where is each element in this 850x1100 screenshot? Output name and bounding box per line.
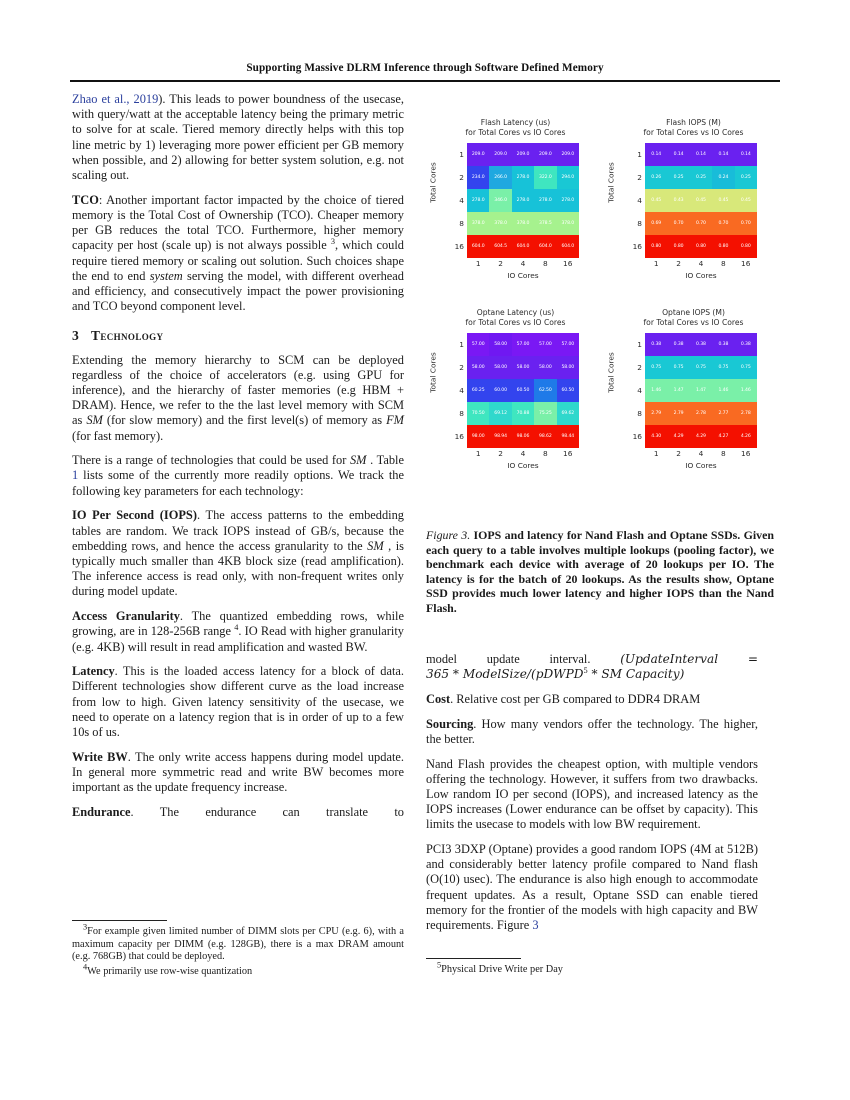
ytick: 8 [637,219,642,228]
panel-optane-latency-xticks [467,449,579,458]
heatmap-cell: 70.88 [512,402,534,425]
heatmap-cell: 0.80 [735,235,757,258]
heatmap-cell: 0.75 [645,356,667,379]
tco-text-b: , which could require tiered memory or scaling out solution. Such choices shape the end to end [72,238,404,283]
ytick: 4 [459,196,464,205]
xtick: 4 [698,259,704,268]
heatmap-cell: 0.80 [667,235,689,258]
heatmap-cell: 1.47 [667,379,689,402]
heatmap-cell: 0.24 [712,166,734,189]
heatmap-cell: 0.38 [667,333,689,356]
heatmap-grid [424,116,774,496]
xtick: 16 [563,449,573,458]
heatmap-row [645,235,757,258]
heatmap-table [645,143,757,258]
heatmap-cell: 70.50 [467,402,489,425]
heatmap-cell: 209.0 [557,143,579,166]
heatmap-cell: 278.0 [512,189,534,212]
heatmap-cell: 0.75 [667,356,689,379]
footnote-4-marker: 4 [83,962,88,972]
heatmap-row [645,379,757,402]
panel-optane-iops-ylabel: Total Cores [606,352,616,393]
heatmap-row [645,189,757,212]
ytick: 8 [459,219,464,228]
heatmap-cell: 0.38 [712,333,734,356]
heatmap-cell: 0.38 [690,333,712,356]
heatmap-cell: 0.38 [735,333,757,356]
heatmap-cell: 0.14 [690,143,712,166]
ytick: 16 [632,242,642,251]
paragraph-lead-sourcing: Sourcing [426,716,474,731]
heatmap-cell: 58.00 [534,356,556,379]
heatmap-cell: 1.46 [735,379,757,402]
iops-text-a: . The access patterns to the embedding tables are random. We track IOPS instead of GB/s, because the embedding rows, and hence the access granularity to the [72,508,404,553]
panel-optane-iops [602,306,777,496]
heatmap-row [467,425,579,448]
xtick: 2 [676,449,681,458]
panel-optane-iops-title [610,308,777,328]
xtick: 16 [741,449,751,458]
heatmap-cell: 234.0 [467,166,489,189]
heatmap-row [645,166,757,189]
heatmap-cell: 0.38 [645,333,667,356]
equals-sign: = [747,652,758,666]
title-line-2: for Total Cores vs IO Cores [465,128,566,137]
latency-text: . This is the loaded access latency for a block of data. Different technologies show different curve as the load increase from low to high. Given latency sensitivity of the usecase, we need to operate on a latency region that is in order of up to a few 10s of us. [72,664,404,740]
update-interval-formula-part1: (UpdateInterval [620,652,719,666]
update-interval-formula-part2: 365 * ModelSize/(pDWPD [426,667,584,682]
heatmap-cell: 0.14 [645,143,667,166]
heatmap-cell: 57.00 [467,333,489,356]
heatmap-cell: 322.0 [534,166,556,189]
sourcing-text: . How many vendors offer the technology. The higher, the better. [426,716,758,746]
heatmap-cell: 378.5 [534,212,556,235]
title-line-2: for Total Cores vs IO Cores [465,318,566,327]
footnote-3-marker: 3 [83,922,88,932]
heatmap-cell: 2.79 [645,402,667,425]
figure-caption-text: IOPS and latency for Nand Flash and Optane SSDs. Given each query to a table involves multiple lookups (pooling factor), we benchmark each device with average of 20 lookups per IO. The latency is for the batch of 20 lookups. As the results show, Optane SSD provides much lower latency and higher IOPS than the Nand Flash. [426,528,774,615]
granularity-text-a: . The quantized embedding rows, while growing, are in 128-256B range [72,609,404,639]
heatmap-cell: 0.75 [690,356,712,379]
ytick: 2 [637,363,642,372]
emph-sm-2: SM [349,453,367,468]
footnote-rule-left [72,920,167,921]
xtick: 16 [741,259,751,268]
ytick: 16 [454,432,464,441]
xtick: 4 [698,449,704,458]
heatmap-cell: 98.44 [557,425,579,448]
ytick: 4 [459,386,464,395]
heatmap-row [467,143,579,166]
paragraph-update-interval [426,652,758,682]
heatmap-table [467,333,579,448]
ytick: 2 [459,173,464,182]
ytick: 16 [632,432,642,441]
title-line-1: Optane IOPS (M) [662,308,725,317]
paragraph-access-granularity [72,609,404,655]
paragraph-tco [72,193,404,315]
panel-optane-iops-xlabel: IO Cores [685,461,717,470]
heatmap-row [467,402,579,425]
emph-sm-1: SM [86,413,103,428]
xtick: 8 [543,259,548,268]
paragraph-write-bw [72,750,404,796]
ytick: 2 [459,363,464,372]
xtick: 1 [475,449,481,458]
panel-optane-latency [424,306,599,496]
paragraph-sourcing [426,717,758,747]
heatmap-table [645,333,757,448]
figure-label: Figure 3. [426,528,471,542]
panel-flash-latency-xticks [467,259,579,268]
left-footnotes [72,916,404,981]
panel-flash-iops-title [610,118,777,138]
panel-flash-latency [424,116,599,306]
cost-text: . Relative cost per GB compared to DDR4 DRAM [450,691,701,706]
scm-text-b: (for slow memory) and the first level(s) of memory as [102,413,387,428]
ytick: 1 [637,150,642,159]
heatmap-cell: 278.0 [534,189,556,212]
heatmap-cell: 2.78 [690,402,712,425]
endurance-text: . The endurance can translate to [130,804,404,819]
panel-flash-latency-xlabel: IO Cores [507,271,539,280]
xtick: 2 [498,259,503,268]
figure-reference-link[interactable]: 3 [532,918,539,933]
footnote-4 [72,962,404,979]
heatmap-cell: 0.45 [712,189,734,212]
paragraph-scm-hierarchy [72,353,404,444]
heatmap-cell: 1.46 [712,379,734,402]
footnote-marker-5[interactable]: 5 [583,666,588,676]
heatmap-cell: 57.00 [534,333,556,356]
xtick: 2 [498,449,503,458]
panel-flash-latency-ylabel: Total Cores [428,162,438,203]
heatmap-cell: 1.46 [645,379,667,402]
citation-link[interactable]: Zhao et al., 2019 [72,92,159,106]
heatmap-cell: 2.79 [667,402,689,425]
panel-flash-iops [602,116,777,306]
paragraph-text: ). This leads to power boundness of the usecase, with query/watt at the acceptable latency being the primary metric to solve for at scale. Tiered memory directly helps with this top line metric by 1) leveraging more power efficient per GB memory when possible, and 2) allowing for better system solution, e.g. not scaling out. [72,92,404,183]
heatmap-cell: 98.06 [512,425,534,448]
heatmap-cell: 2.77 [712,402,734,425]
heatmap-cell: 0.25 [667,166,689,189]
heatmap-cell: 0.70 [735,212,757,235]
heatmap-cell: 60.25 [467,379,489,402]
ytick: 8 [637,409,642,418]
panel-flash-iops-yticks [624,143,642,258]
heatmap-cell: 4.27 [712,425,734,448]
heatmap-row [645,425,757,448]
heatmap-cell: 98.62 [534,425,556,448]
heatmap-cell: 266.0 [489,166,511,189]
range-text-b: . Table [366,453,404,468]
panel-optane-latency-ylabel: Total Cores [428,352,438,393]
title-line-2: for Total Cores vs IO Cores [643,318,744,327]
heatmap-cell: 1.47 [690,379,712,402]
heatmap-row [467,212,579,235]
xtick: 16 [563,259,573,268]
title-line-2: for Total Cores vs IO Cores [643,128,744,137]
footnote-marker-4[interactable]: 4 [234,623,239,633]
paragraph-endurance [72,805,404,820]
section-heading-technology [72,328,404,343]
right-footnotes [426,954,758,979]
heatmap-cell: 0.69 [645,212,667,235]
heatmap-cell: 0.45 [690,189,712,212]
paragraph-lead-tco: TCO [72,192,99,207]
heatmap-cell: 60.50 [512,379,534,402]
section-title: Technology [91,328,164,344]
ytick: 1 [459,340,464,349]
heatmap-cell: 69.62 [557,402,579,425]
heatmap-cell: 278.0 [557,189,579,212]
heatmap-cell: 98.94 [489,425,511,448]
title-line-1: Flash Latency (us) [480,118,551,127]
heatmap-cell: 60.50 [557,379,579,402]
heatmap-cell: 0.25 [690,166,712,189]
xtick: 1 [653,449,659,458]
paragraph-lead-iops: IO Per Second (IOPS) [72,508,197,523]
heatmap-row [645,212,757,235]
heatmap-cell: 0.43 [667,189,689,212]
panel-flash-iops-ylabel: Total Cores [606,162,616,203]
paragraph-iops [72,508,404,599]
title-line-1: Optane Latency (us) [476,308,555,317]
heatmap-cell: 346.0 [489,189,511,212]
panel-optane-latency-cells [467,333,579,448]
range-text-a: There is a range of technologies that could be used for [72,453,350,468]
panel-flash-iops-xlabel: IO Cores [685,271,717,280]
xtick: 2 [676,259,681,268]
panel-flash-latency-yticks [446,143,464,258]
heatmap-cell: 0.14 [712,143,734,166]
xtick: 1 [653,259,659,268]
xtick: 1 [475,259,481,268]
iops-text-b: , is typically much smaller than 4KB block size (read amplification). The inference access is read only, with non-frequent writes only during model update. [72,538,404,599]
heatmap-cell: 378.0 [557,212,579,235]
heatmap-cell: 58.00 [467,356,489,379]
paragraph-lead-latency: Latency [72,664,115,679]
emph-sm-3: SM [367,538,384,553]
heatmap-cell: 209.0 [489,143,511,166]
paragraph-lead-write-bw: Write BW [72,749,128,764]
xtick: 8 [721,449,726,458]
heatmap-cell: 0.26 [645,166,667,189]
scm-text-a: Extending the memory hierarchy to SCM can be deployed regardless of the choice of accelerators (e.g. using GPU for inference), and the hierarchy of faster memories (e.g HBM + DRAM). Hence, we refer to the the last level memory with SCM as [72,352,404,428]
heatmap-cell: 604.0 [467,235,489,258]
heatmap-cell: 57.00 [557,333,579,356]
heatmap-cell: 98.00 [467,425,489,448]
heatmap-row [467,379,579,402]
emph-fm: FM [386,413,404,428]
heatmap-row [467,166,579,189]
heatmap-cell: 0.14 [735,143,757,166]
panel-flash-latency-title [432,118,599,138]
heatmap-row [467,356,579,379]
xtick: 8 [721,259,726,268]
ytick: 2 [637,173,642,182]
xtick: 4 [520,449,526,458]
tco-text-a: : Another important factor impacted by the choice of tiered memory is the Total Cost of Ownership (TCO). Cheaper memory per GB reduces the total TCO. Furthermore, higher memory capacity per host (scale up) is not always possible [72,192,404,253]
heatmap-cell: 2.78 [735,402,757,425]
heatmap-cell: 58.00 [512,356,534,379]
heatmap-cell: 0.25 [735,166,757,189]
footnote-5-marker: 5 [437,960,442,970]
heatmap-cell: 58.00 [489,356,511,379]
update-interval-formula-part3: * SM Capacity) [587,667,685,682]
heatmap-cell: 604.0 [534,235,556,258]
footnote-5 [426,960,758,977]
heatmap-cell: 0.80 [690,235,712,258]
emph-system: system [149,268,183,283]
footnote-5-text: Physical Drive Write per Day [441,964,563,976]
heatmap-cell: 0.45 [645,189,667,212]
tco-text-c: serving the model, with different overhead and efficiency, and consecutively impact the power provisioning and TCO beyond component level. [72,268,404,314]
heatmap-cell: 604.5 [489,235,511,258]
heatmap-cell: 75.25 [534,402,556,425]
figure-3-caption [426,528,774,616]
heatmap-cell: 4.30 [645,425,667,448]
update-interval-text: model update interval. [426,652,591,666]
panel-optane-latency-title [432,308,599,328]
heatmap-cell: 0.70 [690,212,712,235]
xtick: 4 [520,259,526,268]
ytick: 8 [459,409,464,418]
table-reference-link[interactable]: 1 [72,468,79,483]
heatmap-cell: 4.29 [667,425,689,448]
heatmap-row [645,356,757,379]
heatmap-cell: 0.75 [735,356,757,379]
panel-optane-iops-cells [645,333,757,448]
paragraph-lead-endurance: Endurance [72,804,131,819]
heatmap-row [467,189,579,212]
footnote-marker-3[interactable]: 3 [330,237,335,247]
heatmap-cell: 278.0 [512,166,534,189]
paragraph-technologies-range [72,453,404,499]
ytick: 1 [637,340,642,349]
write-bw-text: . The only write access happens during model update. In general more symmetric read and write BW becomes more important as the update frequency increase. [72,749,404,795]
heatmap-cell: 378.0 [467,212,489,235]
granularity-text-b: . IO Read with higher granularity (e.g. 4KB) will result in read amplification and wasted BW. [72,624,404,654]
paragraph-latency [72,664,404,740]
panel-flash-iops-xticks [645,259,757,268]
figure-3 [424,116,774,615]
ytick: 4 [637,196,642,205]
ytick: 16 [454,242,464,251]
panel-flash-iops-cells [645,143,757,258]
heatmap-cell: 0.75 [712,356,734,379]
title-line-1: Flash IOPS (M) [666,118,721,127]
footnote-4-text: We primarily use row-wise quantization [87,965,253,977]
heatmap-cell: 0.14 [667,143,689,166]
heatmap-cell: 58.00 [489,333,511,356]
heatmap-cell: 604.0 [512,235,534,258]
heatmap-cell: 69.12 [489,402,511,425]
footnote-rule-right [426,958,521,959]
panel-optane-iops-xticks [645,449,757,458]
footnote-3 [72,922,404,964]
heatmap-row [645,143,757,166]
heatmap-table [467,143,579,258]
ytick: 4 [637,386,642,395]
heatmap-cell: 57.00 [512,333,534,356]
paragraph-power-boundness [72,92,404,183]
range-text-c: lists some of the currently more readily options. We track the following key parameters for each technology: [72,468,404,498]
heatmap-row [645,333,757,356]
heatmap-cell: 604.0 [557,235,579,258]
footnote-3-text: For example given limited number of DIMM slots per CPU (e.g. 6), with a maximum capacity per DIMM (e.g. 128GB), there is a max DRAM amount (e.g. 768GB) that could be deployed. [72,926,404,963]
heatmap-cell: 0.70 [712,212,734,235]
heatmap-cell: 209.0 [512,143,534,166]
xtick: 8 [543,449,548,458]
heatmap-cell: 209.0 [534,143,556,166]
ytick: 1 [459,150,464,159]
heatmap-row [645,402,757,425]
heatmap-cell: 0.70 [667,212,689,235]
paragraph-lead-cost: Cost [426,691,451,706]
heatmap-cell: 62.50 [534,379,556,402]
section-number: 3 [72,328,79,344]
heatmap-cell: 0.80 [645,235,667,258]
panel-optane-latency-xlabel: IO Cores [507,461,539,470]
left-column [72,92,404,830]
heatmap-row [467,235,579,258]
paragraph-nand-flash: Nand Flash provides the cheapest option, with multiple vendors offering the technology. However, it suffers from two drawbacks. Low random IO per second (IOPS), and increased latency as the IOPS increases (Lower endurance can be offset by capacity). This limits the usecase to models with low BW requirement. [426,756,758,832]
heatmap-cell: 209.0 [467,143,489,166]
heatmap-cell: 58.00 [557,356,579,379]
heatmap-cell: 4.29 [690,425,712,448]
paragraph-optane [426,842,758,933]
heatmap-cell: 378.0 [489,212,511,235]
heatmap-cell: 4.26 [735,425,757,448]
heatmap-cell: 278.0 [467,189,489,212]
paragraph-cost [426,692,758,707]
paragraph-lead-access-granularity: Access Granularity [72,609,180,624]
heatmap-row [467,333,579,356]
running-head: Supporting Massive DLRM Inference through Software Defined Memory [246,62,604,74]
heatmap-cell: 294.0 [557,166,579,189]
right-column [426,652,758,943]
heatmap-cell: 0.45 [735,189,757,212]
panel-optane-latency-yticks [446,333,464,448]
heatmap-cell: 60.00 [489,379,511,402]
panel-flash-latency-cells [467,143,579,258]
running-head-rule [70,80,780,82]
panel-optane-iops-yticks [624,333,642,448]
scm-text-c: (for fast memory). [72,428,164,443]
heatmap-cell: 0.80 [712,235,734,258]
optane-text: PCI3 3DXP (Optane) provides a good random IOPS (4M at 512B) and considerably better latency profile compared to Nand flash (O(10) usec). The endurance is also high enough to accommodate frequent updates. As a result, Optane SSD can enable tiered memory for the frontier of the models with high capacity and BW requirements. Figure [426,842,758,933]
heatmap-cell: 378.0 [512,212,534,235]
